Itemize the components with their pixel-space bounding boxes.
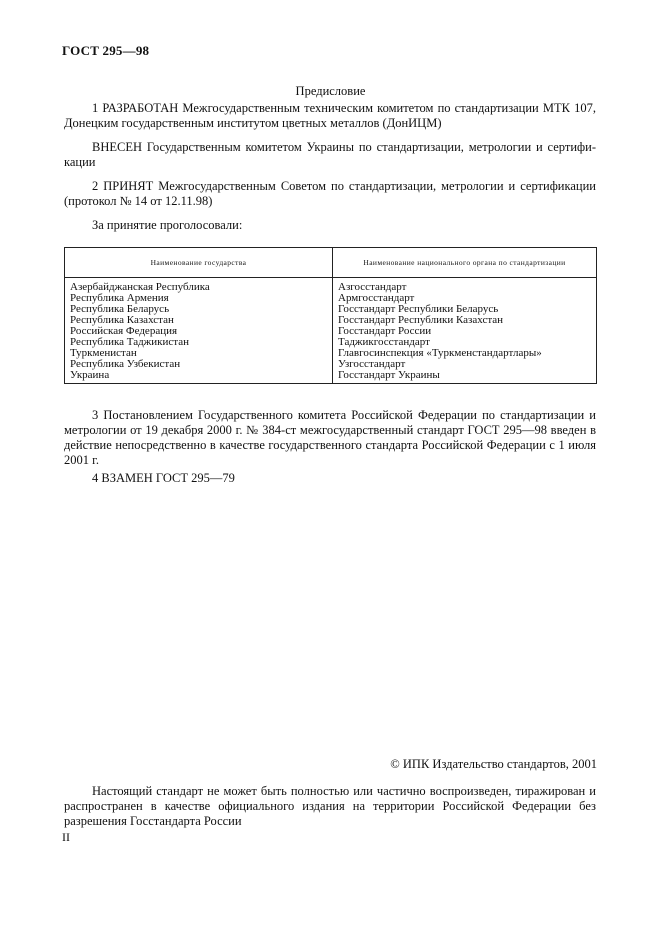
paragraph-introduced: ВНЕСЕН Государственным комитетом Украины по стандартизации, метрологии и сертификации	[64, 140, 596, 169]
table-row	[65, 278, 597, 384]
voting-table	[64, 247, 597, 384]
states-cell	[65, 278, 333, 384]
bodies-cell	[333, 278, 597, 384]
state-name: Российская Федерация	[70, 325, 178, 337]
copyright-line: © ИПК Издательство стандартов, 2001	[390, 757, 597, 771]
document-code: ГОСТ 295—98	[62, 43, 150, 58]
table-header-row	[65, 248, 597, 278]
state-name: Азербайджанская Республика	[70, 281, 210, 293]
paragraph-replaces: 4 ВЗАМЕН ГОСТ 295—79	[92, 471, 235, 485]
standards-body-name: Госстандарт Республики Казахстан	[338, 314, 504, 326]
state-name: Украина	[70, 369, 110, 381]
standards-body-name: Госстандарт Украины	[338, 369, 440, 381]
standards-body-name: Главгосинспекция «Туркменстандартлары»	[338, 347, 542, 359]
state-name: Республика Таджикистан	[70, 336, 189, 348]
reproduction-notice: Настоящий стандарт не может быть полностью или частично воспроизведен, тиражирован и распространен в качестве официального издания на территории Российской Федерации без разрешения Госстандарта России	[64, 784, 596, 828]
state-name: Республика Армения	[70, 292, 169, 304]
column-header-state: Наименование государства	[65, 248, 333, 278]
standards-body-name: Узгосстандарт	[338, 358, 406, 370]
state-name: Республика Казахстан	[70, 314, 174, 326]
standards-body-name: Госстандарт России	[338, 325, 432, 337]
page-title: Предисловие	[295, 84, 366, 98]
paragraph-adopted: 2 ПРИНЯТ Межгосударственным Советом по стандартизации, метрологии и сертификации (протокол № 14 от 12.11.98)	[64, 179, 596, 208]
standards-body-name: Азгосстандарт	[338, 281, 407, 293]
paragraph-developed: 1 РАЗРАБОТАН Межгосударственным техническим комитетом по стандартизации МТК 107, Донецким государственным институтом цветных металлов (ДонИЦМ)	[64, 101, 596, 130]
standards-body-name: Таджикгосстандарт	[338, 336, 430, 348]
state-name: Республика Узбекистан	[70, 358, 181, 370]
state-name: Республика Беларусь	[70, 303, 170, 315]
state-name: Туркменистан	[70, 347, 137, 359]
voted-label: За принятие проголосовали:	[92, 218, 243, 232]
standards-body-name: Госстандарт Республики Беларусь	[338, 303, 499, 315]
column-header-body: Наименование национального органа по стандартизации	[333, 248, 597, 278]
standards-body-name: Армгосстандарт	[338, 292, 415, 304]
page-number: II	[62, 830, 70, 844]
paragraph-resolution: 3 Постановлением Государственного комитета Российской Федерации по стандартизации и метрологии от 19 декабря 2000 г. № 384-ст межгосударственный стандарт ГОСТ 295—98 введен в действие непосредственно в качестве государственного стандарта Российской Федерации с 1 июля 2001 г.	[64, 408, 596, 467]
